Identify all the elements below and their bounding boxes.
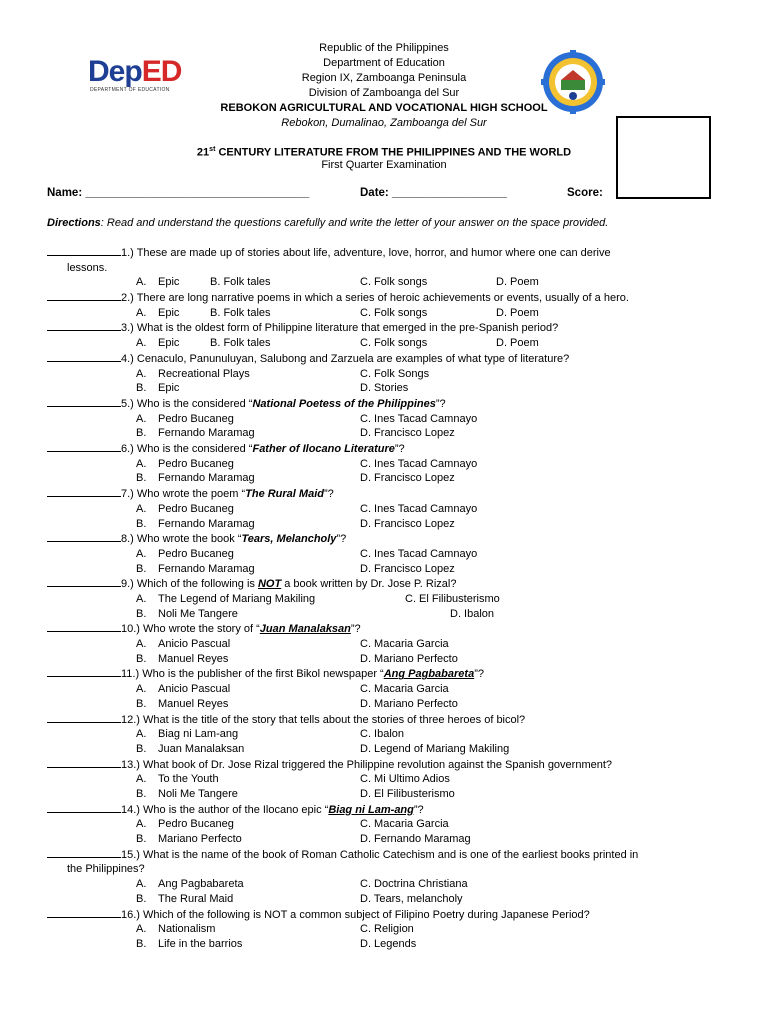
option-1: C. Ines Tacad Camnayo — [360, 547, 478, 560]
school-name: REBOKON AGRICULTURAL AND VOCATIONAL HIGH SCHOOL — [220, 102, 548, 114]
option-text: Pedro Bucaneg — [158, 818, 234, 831]
option-text: Noli Me Tangere — [158, 607, 238, 620]
header-line-region: Region IX, Zamboanga Peninsula — [301, 72, 467, 84]
options-row — [47, 275, 727, 290]
answer-blank[interactable] — [47, 847, 121, 858]
options-row — [47, 652, 727, 667]
question-number: 2.) — [121, 292, 134, 305]
deped-logo-dep: Dep — [88, 55, 142, 88]
option-letter: B. — [136, 742, 147, 755]
question-text: Who is the publisher of the first Bikol newspaper “ — [142, 668, 384, 681]
option-text: Noli Me Tangere — [158, 787, 238, 800]
option-text: Anicio Pascual — [158, 638, 231, 651]
question-emphasis: Father of Ilocano Literature — [252, 443, 395, 456]
question-text: Who is the author of the Ilocano epic “ — [143, 803, 329, 816]
answer-blank[interactable] — [47, 802, 121, 813]
question-continuation: the Philippines? — [67, 863, 145, 876]
option-0 — [136, 772, 219, 787]
option-1: C. Ines Tacad Camnayo — [360, 457, 478, 470]
option-0 — [136, 275, 179, 290]
option-3: D. Poem — [496, 276, 539, 289]
answer-blank[interactable] — [47, 441, 121, 452]
option-2 — [136, 607, 238, 622]
option-1: B. Folk tales — [210, 337, 271, 350]
option-1: C. Macaria Garcia — [360, 818, 449, 831]
option-letter: B. — [136, 382, 147, 395]
option-3: D. Legend of Mariang Makiling — [360, 742, 510, 755]
option-3: D. Francisco Lopez — [360, 472, 455, 485]
option-letter: B. — [136, 937, 147, 950]
option-3: D. Fernando Maramag — [360, 833, 471, 846]
option-text: Epic — [158, 382, 180, 395]
answer-blank[interactable] — [47, 576, 121, 587]
option-2 — [136, 426, 255, 441]
answer-blank[interactable] — [47, 396, 121, 407]
question-stem — [47, 396, 727, 412]
options-row — [47, 637, 727, 652]
header-line-republic: Republic of the Philippines — [319, 42, 449, 54]
question-text-end: ”? — [323, 488, 334, 501]
question-text-end: ”? — [336, 533, 347, 546]
option-letter: A. — [136, 818, 147, 831]
header-line-department: Department of Education — [323, 57, 445, 69]
option-3: D. Legends — [360, 937, 417, 950]
question-text: Cenaculo, Panunuluyan, Salubong and Zarzuela are examples of what type of literature? — [136, 352, 570, 365]
option-2 — [136, 381, 179, 396]
option-0 — [136, 457, 234, 472]
question-13 — [47, 757, 727, 802]
options-row — [47, 877, 727, 892]
answer-blank[interactable] — [47, 351, 121, 362]
option-letter: B. — [136, 833, 147, 846]
option-2: C. Folk songs — [360, 306, 428, 319]
question-16 — [47, 907, 727, 952]
option-text: Biag ni Lam-ang — [158, 728, 239, 741]
option-text: Epic — [158, 306, 180, 319]
option-1: C. Mi Ultimo Adios — [360, 773, 450, 786]
question-text: Who is the considered “ — [136, 397, 253, 410]
question-number: 16.) — [121, 908, 140, 921]
question-10 — [47, 621, 727, 666]
option-2 — [136, 787, 238, 802]
directions-text: : Read and understand the questions carefully and write the letter of your answer on the space provided. — [100, 217, 609, 229]
options-row — [47, 682, 727, 697]
option-1: C. Ibalon — [360, 728, 405, 741]
question-8 — [47, 531, 727, 576]
option-text: The Legend of Mariang Makiling — [158, 592, 316, 605]
question-text-end: ”? — [435, 397, 446, 410]
option-1: C. Ines Tacad Camnayo — [360, 412, 478, 425]
option-3: D. Mariano Perfecto — [360, 652, 458, 665]
answer-blank[interactable] — [47, 757, 121, 768]
question-stem — [47, 907, 727, 923]
exam-title-pre: 21 — [196, 146, 210, 159]
question-text: What book of Dr. Jose Rizal triggered the Philippine revolution against the Spanish government? — [143, 758, 613, 771]
option-2 — [136, 892, 233, 907]
option-text: Pedro Bucaneg — [158, 547, 234, 560]
question-stem — [47, 351, 727, 367]
question-text: These are made up of stories about life, adventure, love, horror, and humor where one can derive — [136, 247, 611, 259]
options-row — [47, 336, 727, 351]
question-text: Which of the following is NOT a common subject of Filipino Poetry during Japanese Period? — [143, 908, 590, 921]
option-text: Life in the barrios — [158, 937, 243, 950]
option-text: Epic — [158, 276, 180, 289]
option-0 — [136, 817, 234, 832]
answer-blank[interactable] — [47, 245, 121, 256]
exam-subtitle: First Quarter Examination — [321, 159, 447, 171]
option-letter: A. — [136, 306, 147, 319]
question-number: 8.) — [121, 533, 134, 546]
option-3: D. Francisco Lopez — [360, 427, 455, 440]
question-6 — [47, 441, 727, 486]
question-stem — [47, 576, 727, 592]
exam-title-post: CENTURY LITERATURE FROM THE PHILIPPINES AND THE WORLD — [215, 146, 572, 159]
options-row — [47, 922, 727, 937]
question-text: What is the oldest form of Philippine literature that emerged in the pre-Spanish period? — [136, 322, 559, 335]
question-emphasis: Ang Pagbabareta — [383, 668, 475, 681]
option-letter: A. — [136, 878, 147, 891]
option-1: B. Folk tales — [210, 276, 271, 289]
option-3: D. Poem — [496, 306, 539, 319]
answer-blank[interactable] — [47, 666, 121, 677]
option-text: To the Youth — [158, 773, 219, 786]
options-row — [47, 727, 727, 742]
option-letter: A. — [136, 923, 147, 936]
question-1 — [47, 245, 727, 290]
question-text: Who wrote the book “ — [136, 533, 242, 546]
question-text: Who wrote the poem “ — [136, 488, 246, 501]
question-number: 3.) — [121, 322, 134, 335]
option-text: Pedro Bucaneg — [158, 457, 234, 470]
options-row — [47, 426, 727, 441]
question-stem — [47, 712, 727, 728]
option-letter: A. — [136, 683, 147, 696]
question-14 — [47, 802, 727, 847]
option-2 — [136, 652, 228, 667]
question-text: Which of the following is — [136, 578, 258, 591]
question-number: 13.) — [121, 758, 140, 771]
option-text: Nationalism — [158, 923, 216, 936]
question-11 — [47, 666, 727, 711]
question-4 — [47, 351, 727, 396]
name-label: Name: — [47, 187, 86, 199]
question-number: 15.) — [121, 848, 140, 861]
question-number: 10.) — [121, 623, 140, 636]
option-1: C. Folk Songs — [360, 367, 430, 380]
question-emphasis: Juan Manalaksan — [259, 623, 351, 636]
option-text: Mariano Perfecto — [158, 833, 242, 846]
question-text-end: ”? — [413, 803, 424, 816]
option-text: Fernando Maramag — [158, 562, 255, 575]
option-0 — [136, 412, 234, 427]
answer-blank[interactable] — [47, 907, 121, 918]
answer-blank[interactable] — [47, 621, 121, 632]
header-line-division: Division of Zamboanga del Sur — [308, 87, 460, 99]
exam-title-sup: st — [209, 146, 216, 153]
question-stem — [47, 621, 727, 637]
question-stem — [47, 486, 727, 502]
question-emphasis: Tears, Melancholy — [241, 533, 337, 546]
option-3: D. Francisco Lopez — [360, 562, 455, 575]
option-letter: B. — [136, 697, 147, 710]
options-row — [47, 381, 727, 396]
options-row — [47, 817, 727, 832]
question-stem — [47, 245, 727, 261]
option-0 — [136, 682, 230, 697]
date-line: __________________ — [391, 187, 508, 199]
question-text-end: a book written by Dr. Jose P. Rizal? — [281, 578, 457, 591]
options-row — [47, 412, 727, 427]
option-letter: B. — [136, 472, 147, 485]
option-1: C. Ines Tacad Camnayo — [360, 502, 478, 515]
option-3: D. Ibalon — [450, 607, 495, 620]
option-2: C. Folk songs — [360, 276, 428, 289]
date-field[interactable] — [360, 187, 507, 199]
question-emphasis: NOT — [257, 578, 282, 591]
question-emphasis: Biag ni Lam-ang — [328, 803, 414, 816]
question-emphasis: The Rural Maid — [245, 488, 324, 501]
option-1: C. Religion — [360, 923, 414, 936]
options-row — [47, 787, 727, 802]
question-stem — [47, 847, 727, 863]
option-letter: B. — [136, 652, 147, 665]
option-2 — [136, 471, 255, 486]
question-text: What is the title of the story that tells about the stories of three heroes of bicol? — [143, 713, 526, 726]
answer-blank[interactable] — [47, 320, 121, 331]
option-letter: A. — [136, 337, 147, 350]
question-number: 11.) — [121, 668, 140, 681]
option-text: Epic — [158, 337, 180, 350]
option-letter: A. — [136, 502, 147, 515]
option-0 — [136, 637, 230, 652]
question-number: 6.) — [121, 443, 134, 456]
question-list — [47, 245, 727, 952]
option-text: Manuel Reyes — [158, 652, 229, 665]
question-number: 14.) — [121, 803, 140, 816]
option-text: Manuel Reyes — [158, 697, 229, 710]
option-0 — [136, 727, 238, 742]
name-line: ___________________________________ — [85, 187, 310, 199]
option-letter: B. — [136, 517, 147, 530]
question-text-end: ”? — [350, 623, 361, 636]
option-letter: A. — [136, 367, 147, 380]
options-row — [47, 742, 727, 757]
options-row — [47, 592, 727, 607]
option-text: Fernando Maramag — [158, 427, 255, 440]
question-number: 1.) — [121, 247, 134, 259]
option-2 — [136, 742, 244, 757]
option-0 — [136, 877, 244, 892]
options-row — [47, 607, 727, 622]
options-row — [47, 547, 727, 562]
options-row — [47, 306, 727, 321]
answer-blank[interactable] — [47, 531, 121, 542]
option-letter: A. — [136, 276, 147, 289]
date-label: Date: — [360, 187, 392, 199]
option-text: Pedro Bucaneg — [158, 412, 234, 425]
question-5 — [47, 396, 727, 441]
option-3: D. Mariano Perfecto — [360, 697, 458, 710]
option-letter: A. — [136, 638, 147, 651]
option-2 — [136, 697, 228, 712]
option-2 — [136, 517, 255, 532]
question-stem — [47, 666, 727, 682]
directions — [47, 217, 608, 229]
question-15 — [47, 847, 727, 907]
question-number: 9.) — [121, 578, 134, 591]
option-3: D. Tears, melancholy — [360, 892, 463, 905]
options-row — [47, 502, 727, 517]
question-stem — [47, 320, 727, 336]
deped-logo-ed: ED — [141, 55, 182, 88]
question-text: What is the name of the book of Roman Catholic Catechism and is one of the earliest books printed in — [143, 848, 639, 861]
options-row — [47, 892, 727, 907]
option-3: D. Francisco Lopez — [360, 517, 455, 530]
question-text-end: ”? — [394, 443, 405, 456]
option-text: Fernando Maramag — [158, 517, 255, 530]
question-number: 12.) — [121, 713, 140, 726]
answer-blank[interactable] — [47, 290, 121, 301]
name-field[interactable] — [47, 187, 309, 199]
option-text: Ang Pagbabareta — [158, 878, 244, 891]
question-text: There are long narrative poems in which a series of heroic achievements or events, usually of a hero. — [136, 292, 629, 305]
option-letter: B. — [136, 892, 147, 905]
option-letter: B. — [136, 562, 147, 575]
answer-blank[interactable] — [47, 486, 121, 497]
option-text: Recreational Plays — [158, 367, 250, 380]
option-letter: B. — [136, 607, 147, 620]
option-2: C. Folk songs — [360, 337, 428, 350]
options-row — [47, 832, 727, 847]
option-1: B. Folk tales — [210, 306, 271, 319]
option-0 — [136, 306, 179, 321]
option-1: C. Macaria Garcia — [360, 683, 449, 696]
option-text: Pedro Bucaneg — [158, 502, 234, 515]
options-row — [47, 367, 727, 382]
option-3: D. El Filibusterismo — [360, 787, 455, 800]
option-0 — [136, 502, 234, 517]
question-7 — [47, 486, 727, 531]
option-text: Fernando Maramag — [158, 472, 255, 485]
question-stem — [47, 757, 727, 773]
option-2 — [136, 832, 242, 847]
question-12 — [47, 712, 727, 757]
question-3 — [47, 320, 727, 350]
option-1: C. Macaria Garcia — [360, 638, 449, 651]
option-text: The Rural Maid — [158, 892, 234, 905]
option-letter: B. — [136, 787, 147, 800]
option-3: D. Stories — [360, 382, 409, 395]
score-label: Score: — [567, 187, 603, 199]
question-continuation: lessons. — [67, 261, 108, 274]
answer-blank[interactable] — [47, 712, 121, 723]
options-row — [47, 457, 727, 472]
option-2 — [136, 562, 255, 577]
options-row — [47, 471, 727, 486]
question-emphasis: National Poetess of the Philippines — [252, 397, 436, 410]
options-row — [47, 772, 727, 787]
option-1: C. El Filibusterismo — [405, 592, 500, 605]
options-row — [47, 697, 727, 712]
option-0 — [136, 922, 215, 937]
option-letter: A. — [136, 773, 147, 786]
option-1: C. Doctrina Christiana — [360, 878, 468, 891]
question-9 — [47, 576, 727, 621]
option-letter: A. — [136, 412, 147, 425]
option-2 — [136, 937, 242, 952]
options-row — [47, 937, 727, 952]
question-number: 5.) — [121, 397, 134, 410]
option-letter: A. — [136, 592, 147, 605]
option-letter: A. — [136, 457, 147, 470]
school-address: Rebokon, Dumalinao, Zamboanga del Sur — [281, 117, 487, 129]
option-0 — [136, 336, 179, 351]
question-stem — [47, 441, 727, 457]
options-row — [47, 517, 727, 532]
directions-label: Directions — [47, 217, 101, 229]
question-stem — [47, 290, 727, 306]
question-number: 7.) — [121, 488, 134, 501]
options-row — [47, 562, 727, 577]
question-stem — [47, 802, 727, 818]
question-text: Who is the considered “ — [136, 443, 253, 456]
question-stem — [47, 531, 727, 547]
deped-logo-subtext: DEPARTMENT OF EDUCATION — [90, 87, 170, 93]
option-letter: A. — [136, 547, 147, 560]
option-0 — [136, 547, 234, 562]
option-letter: B. — [136, 427, 147, 440]
option-3: D. Poem — [496, 337, 539, 350]
question-text: Who wrote the story of “ — [143, 623, 260, 636]
question-2 — [47, 290, 727, 320]
option-text: Anicio Pascual — [158, 683, 231, 696]
question-number: 4.) — [121, 352, 134, 365]
option-letter: A. — [136, 728, 147, 741]
option-0 — [136, 367, 250, 382]
option-0 — [136, 592, 315, 607]
option-text: Juan Manalaksan — [158, 742, 245, 755]
question-text-end: ”? — [474, 668, 484, 681]
